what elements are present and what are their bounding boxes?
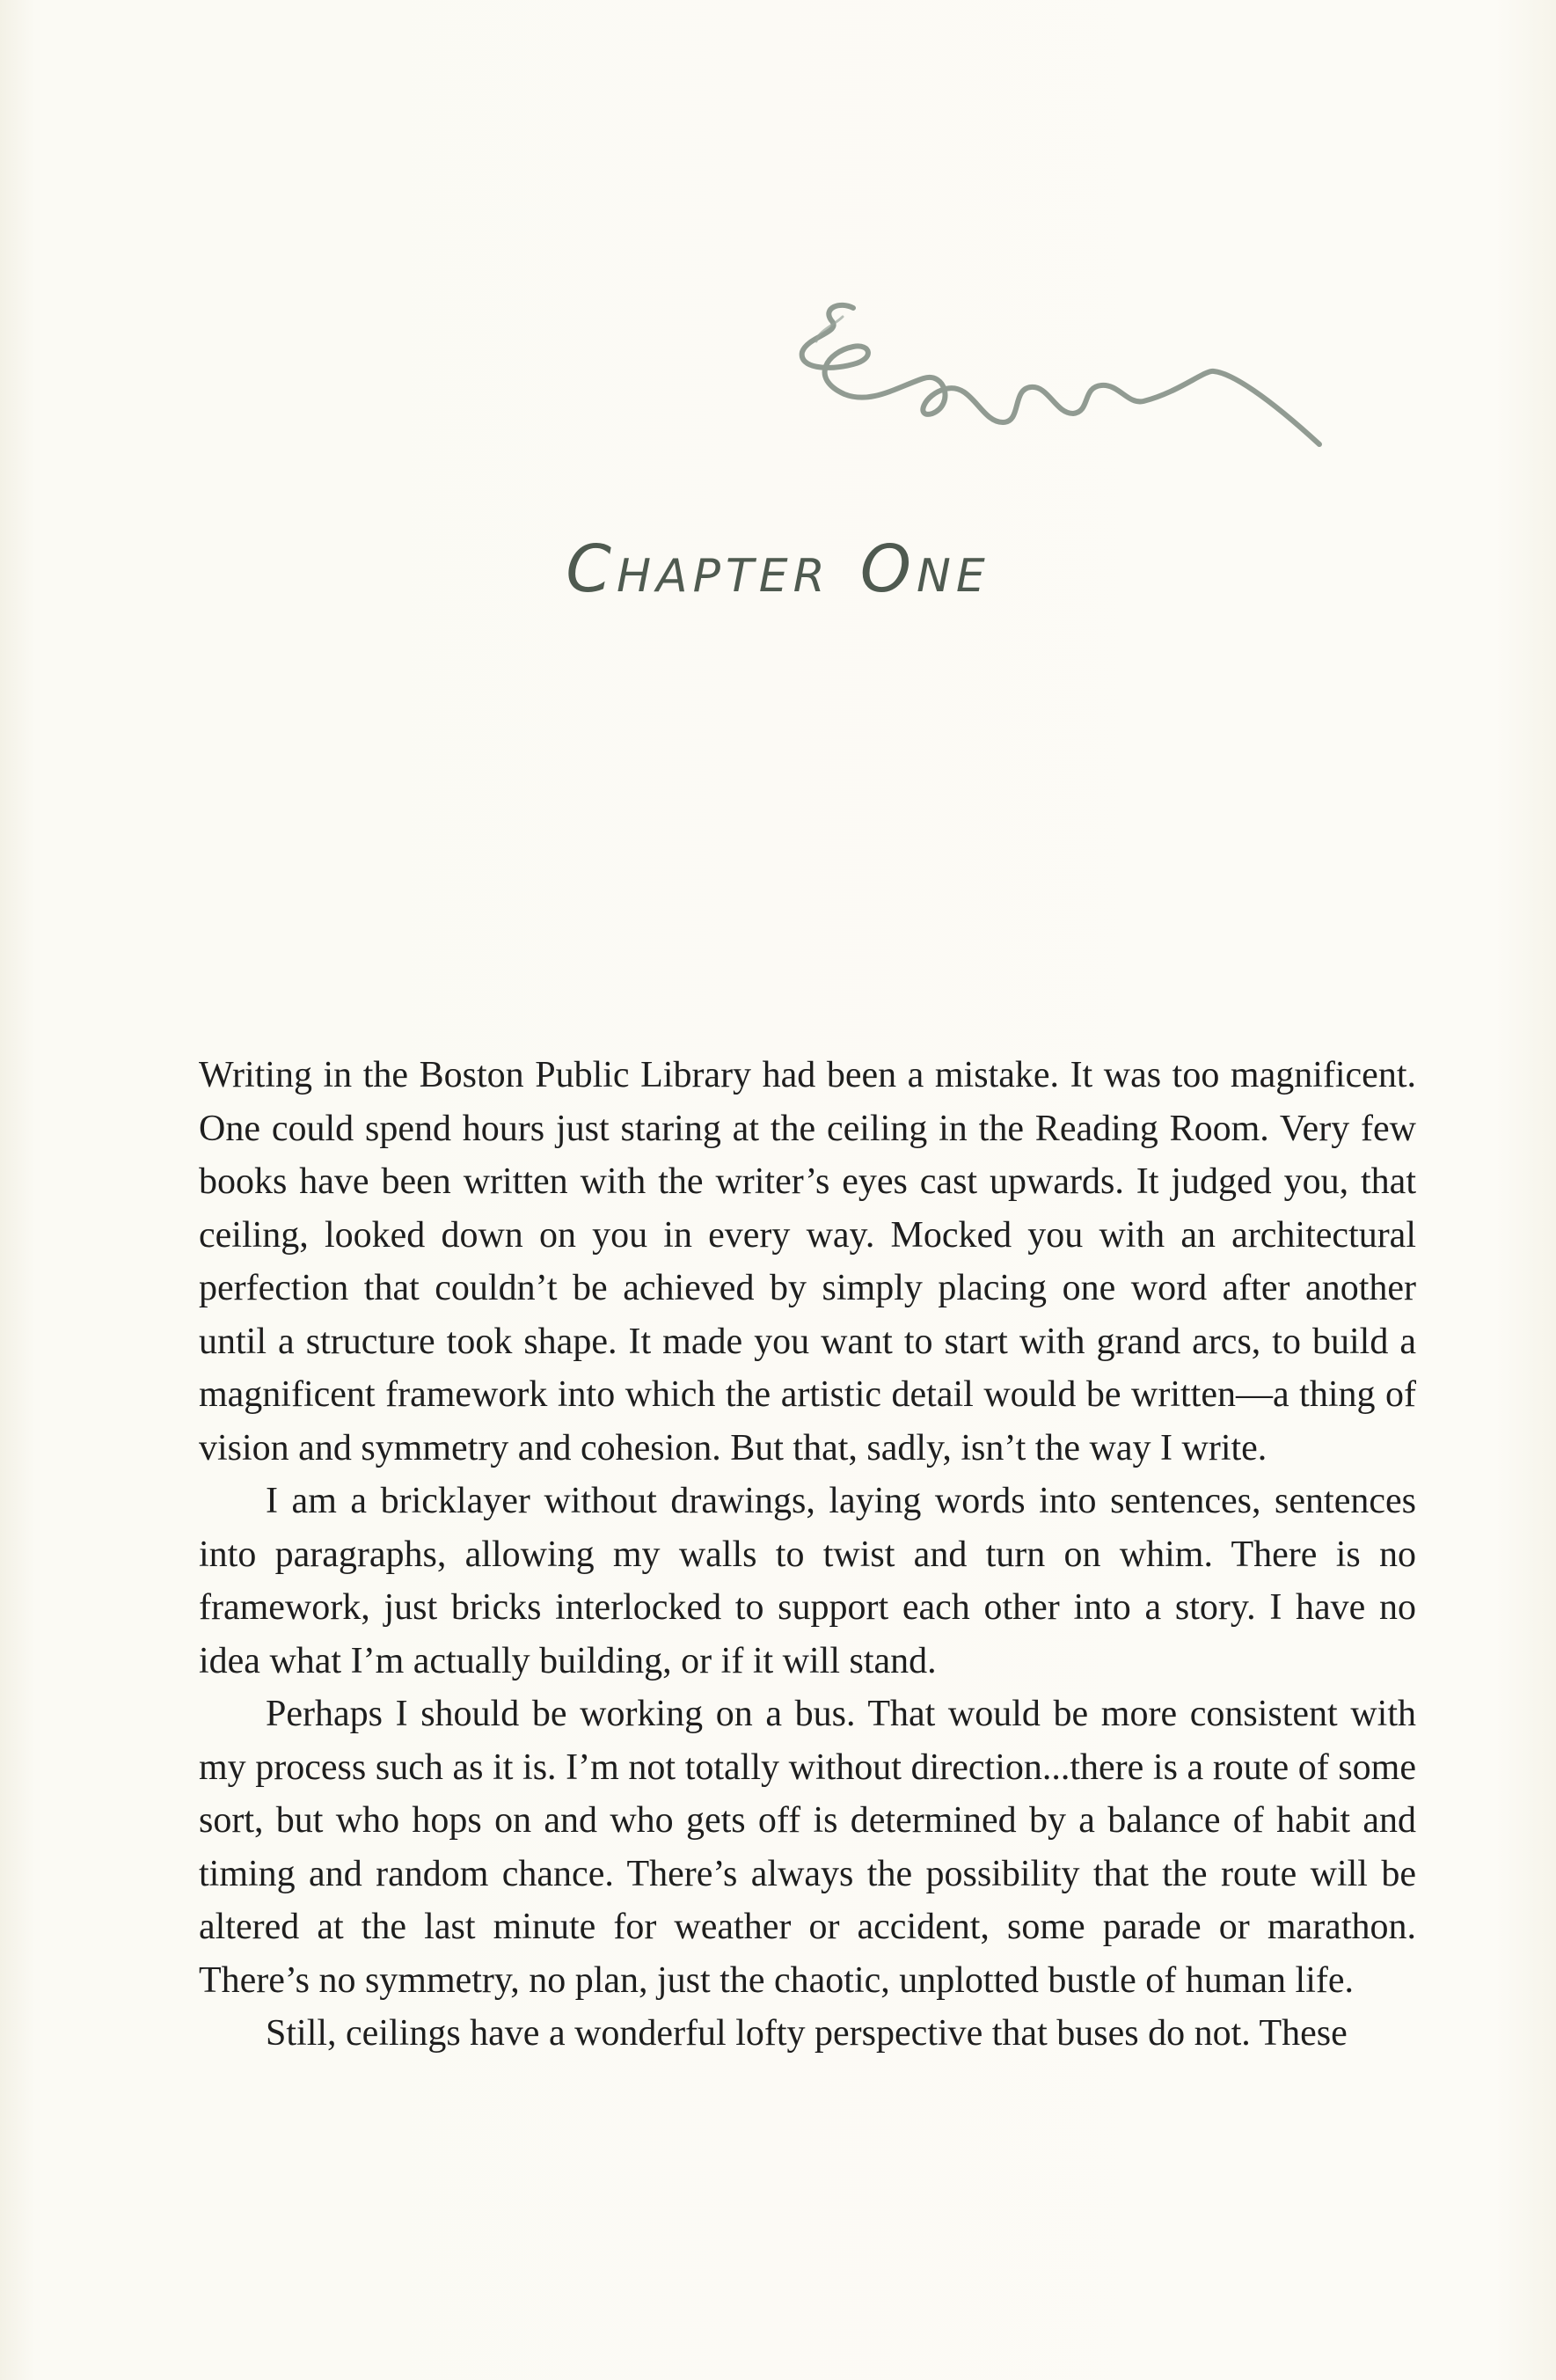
body-paragraph: I am a bricklayer without drawings, laying words into sentences, sentences into paragraphs, allowing my walls to twist and turn on whim. There is no framework, just bricks interlocked to support each other into a story. I have no idea what I’m actually building, or if it will stand.	[199, 1481, 1416, 1681]
chapter-title	[0, 531, 1556, 607]
body-paragraph: Writing in the Boston Public Library had been a mistake. It was too magnificent. One could spend hours just staring at the ceiling in the Reading Room. Very few books have been written with the writer’s eyes cast upwards. It judged you, that ceiling, looked down on you in every way. Mocked you with an architectural perfection that couldn’t be achieved by simply placing one word after another until a structure took shape. It made you want to start with grand arcs, to build a magnificent framework into which the artistic detail would be written—a thing of vision and symmetry and cohesion. But that, sadly, isn’t the way I write.	[199, 1055, 1416, 1468]
chapter-title-initial-o: O	[859, 531, 917, 607]
body-paragraph: Perhaps I should be working on a bus. That would be more consistent with my process such as it is. I’m not totally without direction...there is a route of some sort, but who hops on and who gets off is determined by a balance of habit and timing and random chance. There’s always the possibility that the route will be altered at the last minute for weather or accident, some parade or marathon. There’s no symmetry, no plan, just the chaotic, unplotted bustle of human life.	[199, 1694, 1416, 2001]
flourish-ornament-icon	[792, 290, 1372, 510]
chapter-title-initial-c: C	[566, 531, 617, 607]
body-paragraph: Still, ceilings have a wonderful lofty perspective that buses do not. These	[266, 2013, 1348, 2054]
chapter-title-word-one: NE	[916, 550, 990, 603]
chapter-title-word-chapter: HAPTER	[616, 550, 830, 603]
chapter-body-text	[199, 1049, 1416, 2061]
